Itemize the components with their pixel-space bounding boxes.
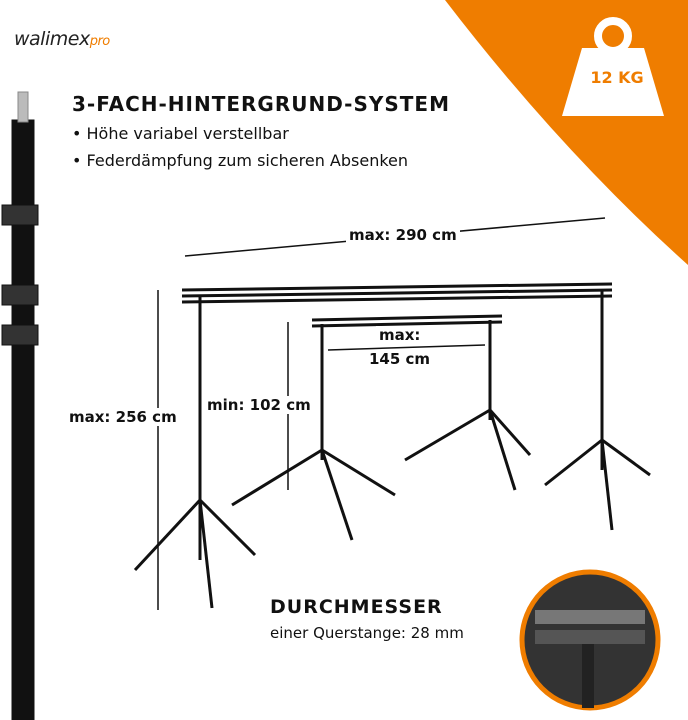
min-width-label-1: max: [376, 326, 423, 344]
min-width-label-2: 145 cm [366, 350, 433, 368]
weight-label: 12 KG [590, 68, 644, 87]
brand-logo: walimexpro [14, 28, 110, 50]
diameter-title: DURCHMESSER [270, 596, 443, 618]
dimension-arrows [158, 218, 605, 610]
feature-bullet: • Federdämpfung zum sicheren Absenken [72, 151, 409, 170]
max-height-label: max: 256 cm [66, 408, 180, 426]
orange-corner [445, 0, 688, 265]
min-height-label: min: 102 cm [204, 396, 314, 414]
page-title: 3-FACH-HINTERGRUND-SYSTEM [72, 92, 450, 116]
feature-bullet: • Höhe variabel verstellbar [72, 124, 289, 143]
diameter-subtitle: einer Querstange: 28 mm [270, 624, 464, 642]
max-width-label: max: 290 cm [346, 226, 460, 244]
diameter-detail [522, 572, 658, 708]
telescopic-pole [2, 92, 38, 720]
